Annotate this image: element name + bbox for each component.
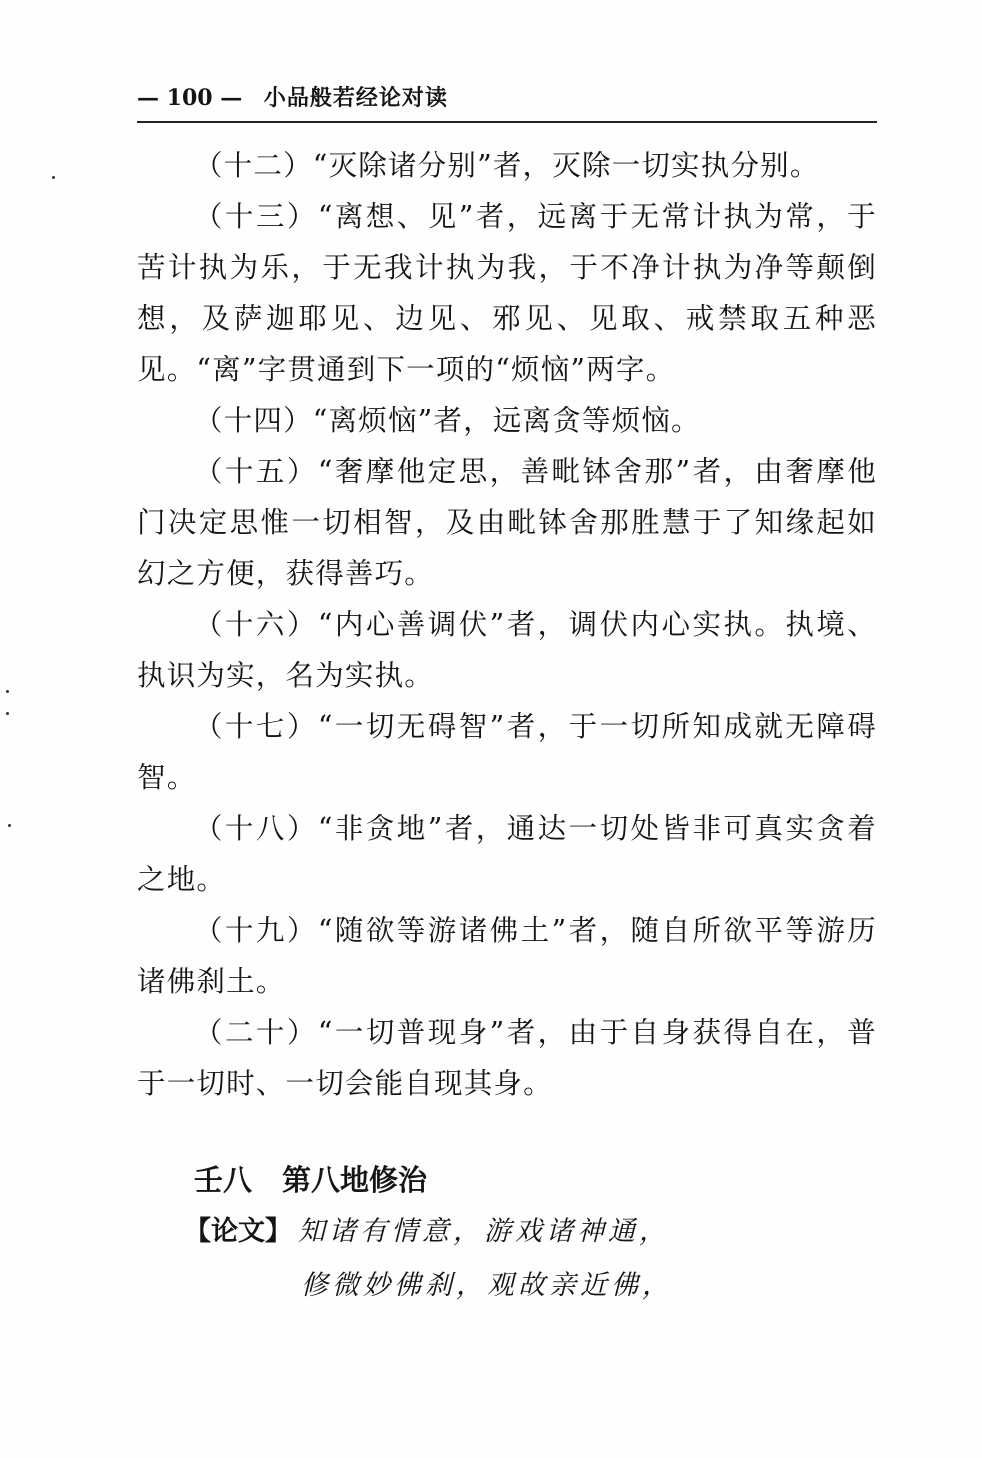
verse-text-2: 修微妙佛刹，观故亲近佛， (301, 1270, 673, 1301)
verse-line-1 (184, 1210, 884, 1254)
paragraph-17: （十七）“一切无碍智”者，于一切所知成就无障碍智。 (137, 710, 877, 794)
margin-speck (52, 176, 55, 179)
paragraph-16: （十六）“内心善调伏”者，调伏内心实执。执境、执识为实，名为实执。 (137, 608, 877, 692)
section-heading (194, 1156, 427, 1204)
margin-speck (6, 712, 9, 715)
header-rule (137, 121, 877, 123)
margin-speck (8, 824, 11, 827)
running-header (137, 84, 877, 124)
paragraph-19: （十九）“随欲等游诸佛土”者，随自所欲平等游历诸佛刹土。 (137, 914, 877, 998)
paragraph-14: （十四）“离烦恼”者，远离贪等烦恼。 (194, 404, 701, 437)
paragraph-20: （二十）“一切普现身”者，由于自身获得自在，普于一切时、一切会能自现其身。 (137, 1016, 877, 1100)
paragraph-12: （十二）“灭除诸分别”者，灭除一切实执分别。 (194, 149, 820, 182)
page-number: — 100 — (137, 85, 243, 111)
section-title: 第八地修治 (282, 1163, 428, 1197)
paragraph-18: （十八）“非贪地”者，通达一切处皆非可真实贪着之地。 (137, 812, 877, 896)
margin-speck (6, 690, 9, 693)
paragraph-15: （十五）“奢摩他定思，善毗钵舍那”者，由奢摩他门决定思惟一切相智，及由毗钵舍那胜慧于了知缘起如幻之方便，获得善巧。 (137, 455, 877, 590)
commentary-body (137, 140, 877, 1109)
book-title: 小品般若经论对读 (263, 85, 448, 111)
paragraph-13: （十三）“离想、见”者，远离于无常计执为常，于苦计执为乐，于无我计执为我，于不净计执为净等颠倒想，及萨迦耶见、边见、邪见、见取、戒禁取五种恶见。“离”字贯通到下一项的“烦恼”两字。 (137, 200, 877, 386)
verse-line-2 (301, 1264, 982, 1308)
section-number: 壬八 (194, 1163, 253, 1197)
verse-text-1: 知诸有情意，游戏诸神通， (298, 1216, 670, 1247)
verse-label: 【论文】 (184, 1216, 292, 1247)
